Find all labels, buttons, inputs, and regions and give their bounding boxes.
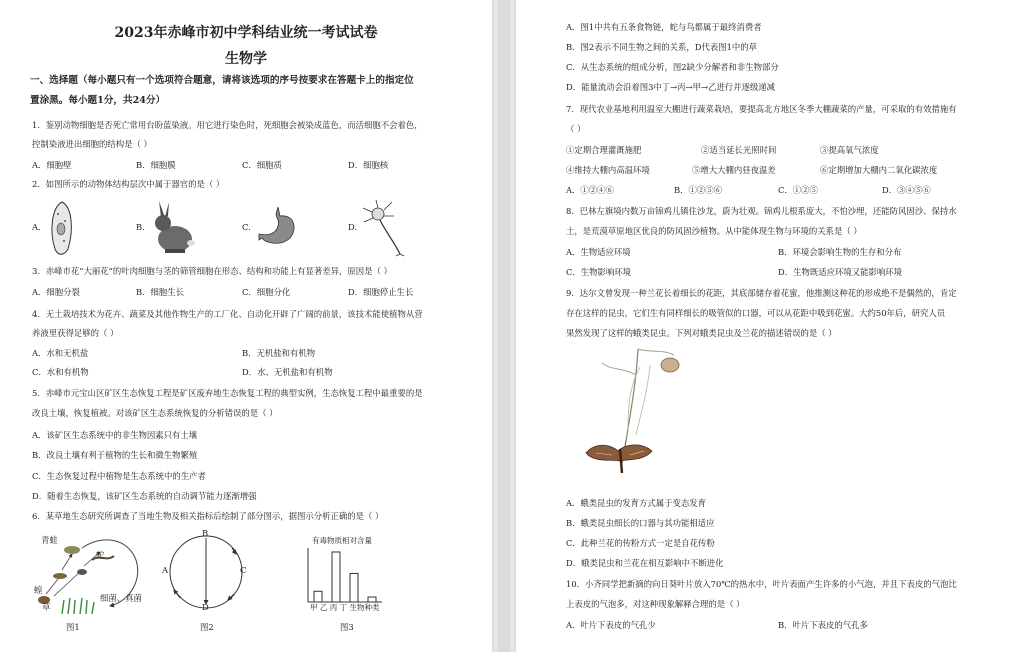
label-snake: 蛇 — [96, 550, 105, 560]
option-3a: A．细胞分裂 — [32, 287, 80, 297]
option-9a: A．蛾类昆虫的发育方式属于变态发育 — [566, 498, 707, 508]
orchid-moth-image — [566, 345, 706, 485]
label-b: B — [202, 528, 209, 538]
option-9d: D．蛾类昆虫和兰花在相互影响中不断进化 — [566, 558, 724, 568]
option-5a: A．该矿区生态系统中的非生物因素只有土壤 — [32, 430, 198, 440]
option-4b: B．无机盐和有机物 — [242, 348, 316, 358]
label-frog: 青蛙 — [41, 535, 58, 545]
label-a: A — [162, 565, 169, 575]
option-1b: B．细胞膜 — [136, 160, 176, 170]
option-9b: B．蛾类昆虫细长的口器与其功能相适应 — [566, 518, 715, 528]
exam-title: 2023年赤峰市初中学科结业统一考试试卷 — [114, 25, 378, 41]
chart-ylabel: 有毒物质相对含量 — [312, 536, 372, 545]
option-7a: A．①②④⑥ — [566, 185, 614, 195]
question-7: 7．现代农业基地利用温室大棚进行蔬菜栽培，要提高北方地区冬季大棚蔬菜的产量，可采取的有效措施有 — [566, 104, 957, 114]
option-5b: B．改良土壤有利于植物的生长和微生物繁殖 — [32, 450, 198, 460]
option-7d: D．③④⑤⑥ — [882, 185, 931, 195]
option-7b: B．①②⑤⑥ — [674, 185, 723, 195]
bar-丙 — [350, 573, 358, 602]
caption-fig2: 图2 — [200, 622, 214, 632]
q7-item-4: ④维持大棚内高温环境 — [566, 165, 650, 175]
option-6b: B．图2表示不同生物之间的关系，D代表图1中的草 — [566, 42, 758, 52]
section-heading-cont: 置涂黑。每小题1分，共24分） — [30, 95, 166, 106]
option-1c: C．细胞质 — [242, 160, 282, 170]
chart-xlabel: 甲 乙 丙 丁 生物种类 — [310, 603, 380, 612]
label-d: D — [202, 602, 209, 612]
option-10a: A．叶片下表皮的气孔少 — [566, 620, 656, 630]
rabbit-image — [149, 199, 197, 255]
cell-image — [46, 199, 78, 257]
option-5c: C．生态恢复过程中植物是生态系统中的生产者 — [32, 471, 206, 481]
label-grass: 草 — [42, 602, 51, 612]
question-4: 4．无土栽培技术为花卉、蔬菜及其他作物生产的工厂化、自动化开辟了广阔的前景，该技术能使植物从营 — [32, 309, 423, 319]
option-7c: C．①②⑤ — [778, 185, 818, 195]
question-8: 8．巴林左旗境内数万亩锦鸡儿镇住沙龙，蔚为壮观。锦鸡儿根系庞大，不怕沙埋，还能防风固沙、保持水 — [566, 206, 957, 216]
question-8-cont: 土，是荒漠草原地区优良的防风固沙植物。从中能体现生物与环境的关系是（ ） — [566, 226, 862, 236]
option-2c: C. — [242, 222, 251, 232]
option-8a: A．生物适应环境 — [566, 247, 631, 257]
question-6: 6．某草地生态研究所调查了当地生物及相关指标后绘制了部分图示，据图示分析正确的是（ ） — [32, 511, 384, 521]
question-3: 3．赤峰市花“大丽花”的叶肉细胞与茎的筛管细胞在形态、结构和功能上有显著差异，原因是（ ） — [32, 266, 392, 276]
stomach-image — [256, 204, 300, 248]
toxin-bar-chart — [300, 546, 386, 608]
q7-item-6: ⑥定期增加大棚内二氧化碳浓度 — [820, 165, 938, 175]
option-2b: B. — [136, 222, 145, 232]
caption-fig3: 图3 — [340, 622, 354, 632]
option-4d: D．水、无机盐和有机物 — [242, 367, 333, 377]
option-5d: D．随着生态恢复，该矿区生态系统的自动调节能力逐渐增强 — [32, 491, 257, 501]
bar-乙 — [332, 552, 340, 602]
question-10: 10．小齐同学把新摘的向日葵叶片放入70℃的热水中，叶片表面产生许多的小气泡，并且下表皮的气泡比 — [566, 579, 957, 589]
question-9-cont2: 果然发现了这样的蛾类昆虫。下列对蛾类昆虫及兰花的描述错误的是（ ） — [566, 328, 837, 338]
option-3d: D．细胞停止生长 — [348, 287, 414, 297]
option-1a: A．细胞壁 — [32, 160, 72, 170]
caption-fig1: 图1 — [66, 622, 80, 632]
page-gap — [497, 0, 511, 652]
option-2a: A. — [32, 222, 41, 232]
option-6c: C．从生态系统的组成分析，图2缺少分解者和非生物部分 — [566, 62, 779, 72]
bar-甲 — [314, 591, 322, 602]
exam-page-left — [0, 0, 492, 652]
option-1d: D．细胞核 — [348, 160, 389, 170]
section-heading: 一、选择题（每小题只有一个选项符合题意，请将该选项的序号按要求在答题卡上的指定位 — [30, 75, 414, 86]
option-3c: C．细胞分化 — [242, 287, 291, 297]
option-3b: B．细胞生长 — [136, 287, 185, 297]
q7-item-1: ①定期合理灌溉施肥 — [566, 145, 642, 155]
label-c: C — [240, 565, 247, 575]
question-2: 2．如图所示的动物体结构层次中属于器官的是（ ） — [32, 179, 225, 189]
q7-item-3: ③提高氧气浓度 — [820, 145, 879, 155]
option-6a: A．图1中共有五条食物链，蛇与鸟都属于最终消费者 — [566, 22, 762, 32]
subject-title: 生物学 — [225, 51, 267, 67]
q7-item-5: ⑤增大大棚内昼夜温差 — [692, 165, 776, 175]
question-10-cont: 上表皮的气泡多，对这种现象解释合理的是（ ） — [566, 599, 745, 609]
question-1: 1．鉴别动物细胞是否死亡常用台盼蓝染液。用它进行染色时，死细胞会被染成蓝色，而活细胞不会着色， — [32, 120, 423, 130]
question-7-cont: （ ） — [566, 124, 586, 134]
question-5: 5．赤峰市元宝山区矿区生态恢复工程是矿区废弃地生态恢复工程的典型实例，生态恢复工程中最重要的是 — [32, 388, 423, 398]
option-6d: D．能量流动会沿着图3中丁→丙→甲→乙进行并逐级递减 — [566, 82, 775, 92]
label-fungi: 细菌、真菌 — [100, 593, 142, 603]
question-5-cont: 改良土壤，恢复植被。对该矿区生态系统恢复的分析错误的是（ ） — [32, 408, 278, 418]
q7-item-2: ②适当延长光照时间 — [701, 145, 777, 155]
label-locust: 蝗 — [34, 585, 43, 595]
question-9-cont: 存在这样的昆虫，它们生有同样细长的吸管似的口器，可以从花距中吸到花蜜。大约50年后，研究人员 — [566, 308, 946, 318]
neuron-image — [360, 198, 410, 258]
option-8d: D．生物既适应环境又能影响环境 — [778, 267, 902, 277]
option-8c: C．生物影响环境 — [566, 267, 632, 277]
option-4a: A．水和无机盐 — [32, 348, 89, 358]
exam-page-right — [516, 0, 1024, 652]
question-1-cont: 控制染液进出细胞的结构是（ ） — [32, 139, 152, 149]
option-4c: C．水和有机物 — [32, 367, 89, 377]
question-9: 9．达尔文曾发现一种兰花长着细长的花距，其底部储存着花蜜，他推测这种花的形成绝不是偶然的，肯定 — [566, 288, 957, 298]
option-2d: D. — [348, 222, 358, 232]
question-4-cont: 养液里获得足够的（ ） — [32, 328, 119, 338]
option-10b: B．叶片下表皮的气孔多 — [778, 620, 868, 630]
option-8b: B．环境会影响生物的生存和分布 — [778, 247, 902, 257]
option-9c: C．此种兰花的传粉方式一定是自花传粉 — [566, 538, 715, 548]
